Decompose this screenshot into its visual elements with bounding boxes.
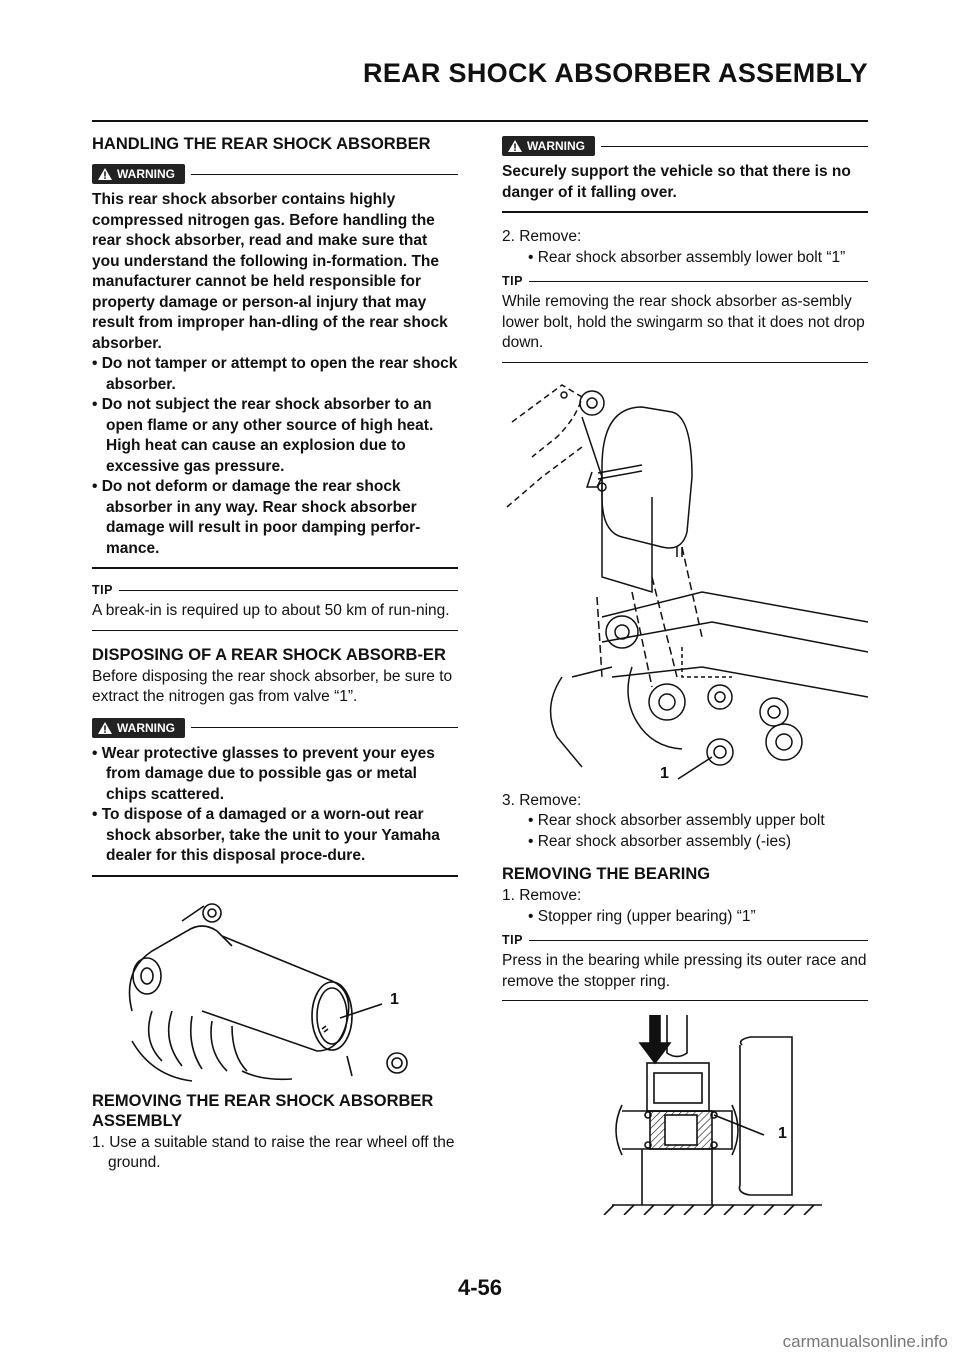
warning-icon — [98, 722, 112, 734]
tip-header: TIP — [502, 274, 868, 288]
step-bullet: • Rear shock absorber assembly upper bolt — [528, 812, 825, 829]
warning-body-disposing — [92, 744, 458, 867]
warning-icon — [508, 140, 522, 152]
warning-header — [502, 136, 868, 156]
warning-bullet: • To dispose of a damaged or a worn-out rear shock absorber, take the unit to your Yamaha dealer for this disposal proce-dure. — [92, 806, 440, 864]
step-text: 2. Remove: — [502, 228, 582, 245]
warning-header — [92, 164, 458, 184]
section-heading-removing-assembly: REMOVING THE REAR SHOCK ABSORBER ASSEMBLY — [92, 1091, 434, 1130]
tip-header: TIP — [502, 933, 868, 947]
step-text: 1. Remove: — [502, 887, 582, 904]
page-number: 4-56 — [457, 1275, 503, 1300]
warning-bullet: • Do not subject the rear shock absorber to an open flame or any other source of high heat. High heat can cause an explosion due to excessive gas pressure. — [92, 396, 434, 475]
lower-bolt-figure — [502, 377, 868, 781]
right-column — [502, 130, 868, 1215]
bearing-press-figure — [502, 1015, 868, 1215]
warning-badge: WARNING — [502, 136, 595, 156]
warning-text: This rear shock absorber contains highly compressed nitrogen gas. Before handling the rear shock absorber, read and make sure that you understand the following in-formation. The manufacturer cannot be held responsible for property damage or person-al injury that may result from improper han-dling of the rear shock absorber. — [92, 191, 448, 352]
step-bullet: • Rear shock absorber assembly (-ies) — [528, 832, 791, 850]
tip-text: A break-in is required up to about 50 km of run-ning. — [92, 602, 450, 619]
warning-icon — [98, 168, 112, 180]
shock-absorber-valve-figure — [92, 891, 458, 1087]
header-rule — [92, 120, 868, 122]
warning-text: Securely support the vehicle so that there is no danger of it falling over. — [502, 163, 851, 201]
warning-bullet: • Wear protective glasses to prevent your eyes from damage due to possible gas or metal chips scattered. — [92, 744, 435, 803]
left-column — [92, 130, 458, 1174]
warning-header — [92, 718, 458, 738]
callout-label: 1 — [660, 764, 669, 782]
step-bullet: • Rear shock absorber assembly lower bolt “1” — [528, 248, 846, 266]
paragraph: Before disposing the rear shock absorber, be sure to extract the nitrogen gas from valve “1”. — [92, 667, 453, 705]
page-title: REAR SHOCK ABSORBER ASSEMBLY — [363, 58, 868, 88]
step-bullet: • Stopper ring (upper bearing) “1” — [528, 907, 756, 925]
tip-text: Press in the bearing while pressing its outer race and remove the stopper ring. — [502, 952, 867, 990]
tip-header: TIP — [92, 583, 458, 597]
callout-label: 1 — [390, 990, 399, 1008]
warning-body-handling — [92, 190, 458, 559]
warning-bullet: • Do not deform or damage the rear shock absorber in any way. Rear shock absorber damage will result in poor damping perfor-mance. — [92, 478, 421, 557]
warning-badge: WARNING — [92, 164, 185, 184]
warning-body-support — [502, 162, 868, 203]
callout-label: 1 — [778, 1125, 787, 1142]
section-heading-handling: HANDLING THE REAR SHOCK ABSORBER — [92, 135, 431, 153]
tip-text: While removing the rear shock absorber as-sembly lower bolt, hold the swingarm so that it does not drop down. — [502, 293, 865, 351]
warning-badge: WARNING — [92, 718, 185, 738]
section-heading-disposing: DISPOSING OF A REAR SHOCK ABSORB-ER — [92, 645, 446, 664]
section-heading-removing-bearing: REMOVING THE BEARING — [502, 865, 711, 883]
watermark: carmanualsonline.info — [782, 1332, 948, 1351]
warning-bullet: • Do not tamper or attempt to open the rear shock absorber. — [92, 355, 458, 393]
step-text: 1. Use a suitable stand to raise the rear wheel off the ground. — [92, 1133, 455, 1171]
step-text: 3. Remove: — [502, 791, 582, 809]
